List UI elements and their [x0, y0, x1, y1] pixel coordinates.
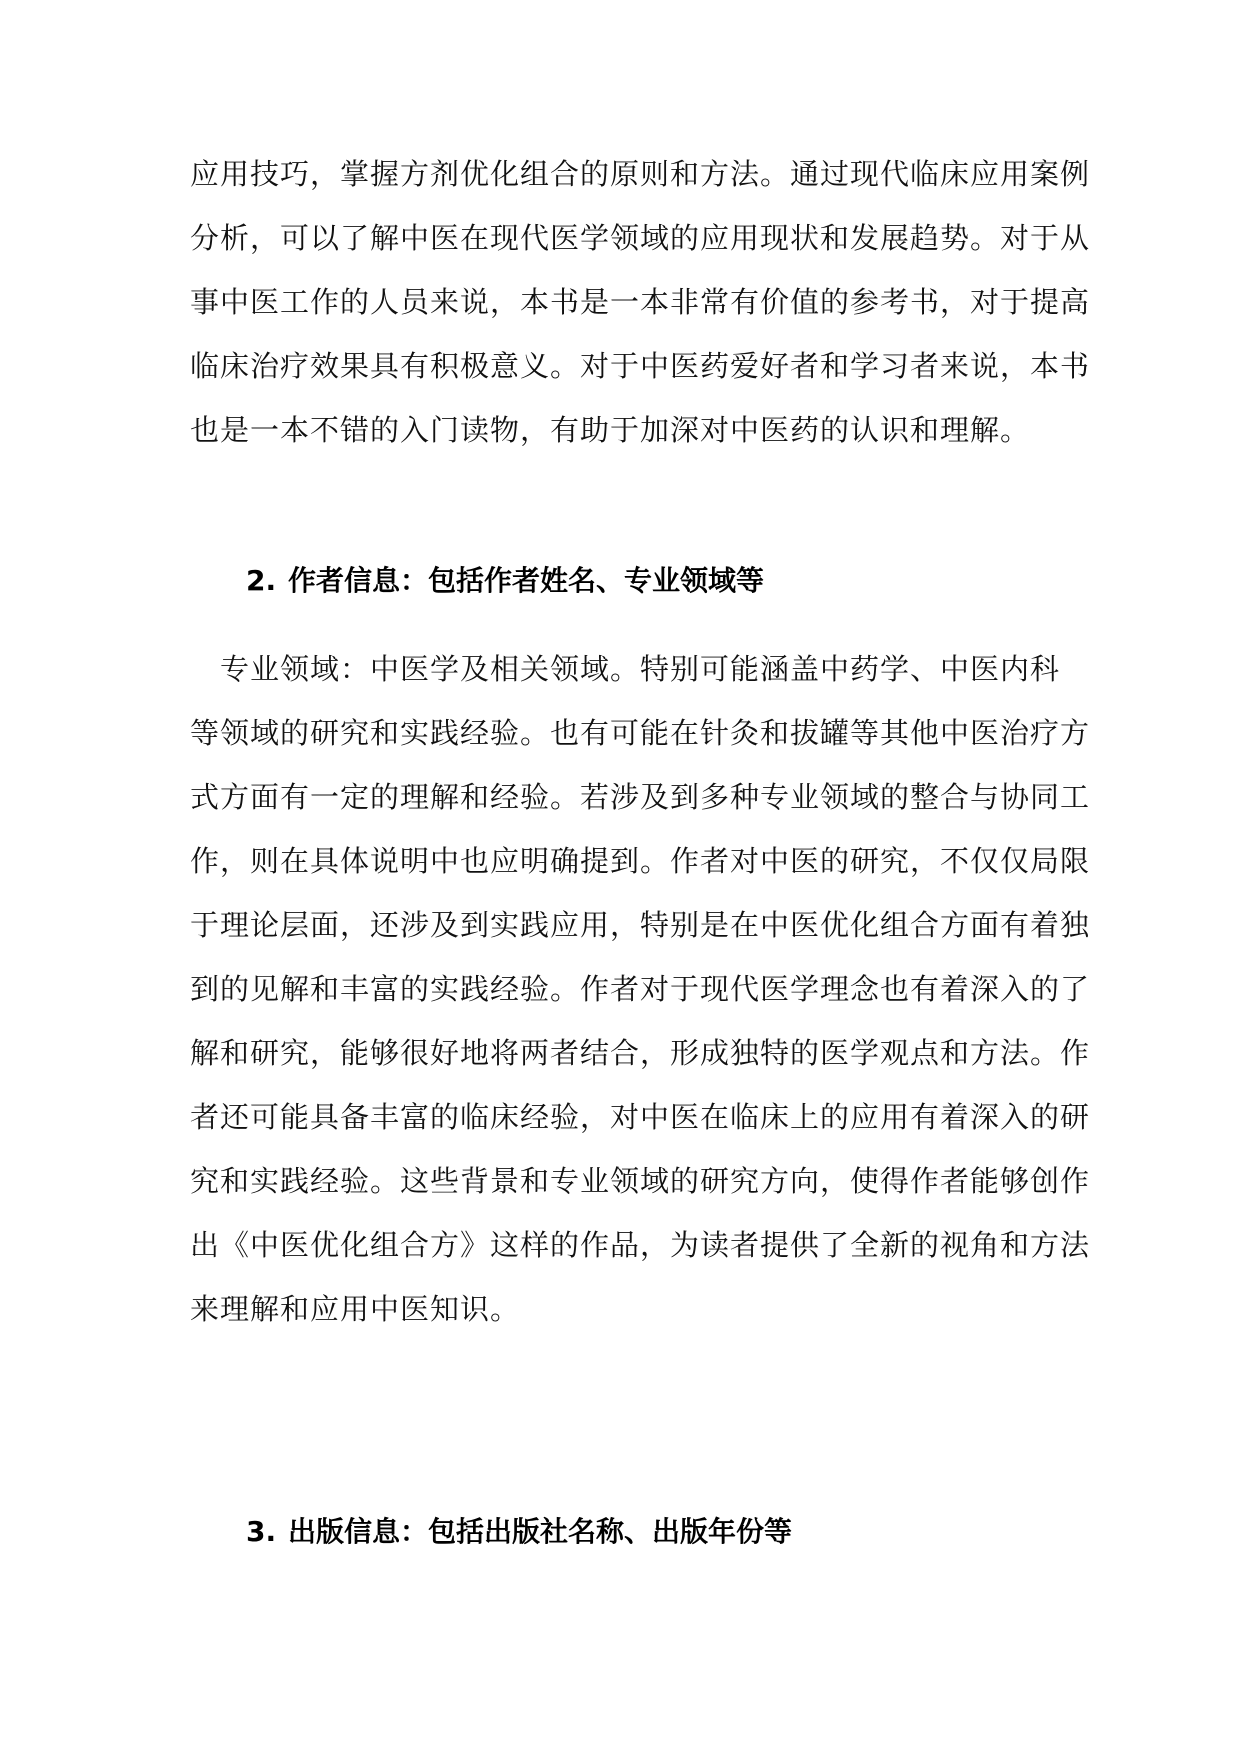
- paragraph-line: 出《中医优化组合方》这样的作品，为读者提供了全新的视角和方法: [190, 1228, 1091, 1262]
- paragraph-line: 分析，可以了解中医在现代医学领域的应用现状和发展趋势。对于从: [190, 221, 1091, 255]
- paragraph-line: 应用技巧，掌握方剂优化组合的原则和方法。通过现代临床应用案例: [190, 157, 1091, 191]
- body-paragraph-summary: [190, 142, 1091, 462]
- paragraph-line: 来理解和应用中医知识。: [190, 1292, 521, 1326]
- section-number: 3.: [246, 1515, 277, 1548]
- section-number: 2.: [246, 564, 277, 597]
- section-title: 作者信息：包括作者姓名、专业领域等: [288, 564, 765, 597]
- paragraph-line: 也是一本不错的入门读物，有助于加深对中医药的认识和理解。: [190, 413, 1031, 447]
- section-title: 出版信息：包括出版社名称、出版年份等: [288, 1515, 793, 1548]
- paragraph-line: 到的见解和丰富的实践经验。作者对于现代医学理念也有着深入的了: [190, 972, 1091, 1006]
- paragraph-line: 专业领域：中医学及相关领域。特别可能涵盖中药学、中医内科: [190, 652, 1061, 686]
- paragraph-line: 式方面有一定的理解和经验。若涉及到多种专业领域的整合与协同工: [190, 780, 1091, 814]
- paragraph-line: 事中医工作的人员来说，本书是一本非常有价值的参考书，对于提高: [190, 285, 1091, 319]
- paragraph-line: 临床治疗效果具有积极意义。对于中医药爱好者和学习者来说，本书: [190, 349, 1091, 383]
- paragraph-line: 于理论层面，还涉及到实践应用，特别是在中医优化组合方面有着独: [190, 908, 1091, 942]
- paragraph-line: 者还可能具备丰富的临床经验，对中医在临床上的应用有着深入的研: [190, 1100, 1091, 1134]
- paragraph-line: 等领域的研究和实践经验。也有可能在针灸和拔罐等其他中医治疗方: [190, 716, 1091, 750]
- body-paragraph-author-field: [190, 637, 1091, 1341]
- paragraph-line: 作，则在具体说明中也应明确提到。作者对中医的研究，不仅仅局限: [190, 844, 1091, 878]
- paragraph-line: 解和研究，能够很好地将两者结合，形成独特的医学观点和方法。作: [190, 1036, 1091, 1070]
- paragraph-line: 究和实践经验。这些背景和专业领域的研究方向，使得作者能够创作: [190, 1164, 1091, 1198]
- section-heading-author-info: [246, 561, 764, 601]
- section-heading-publication-info: [246, 1512, 792, 1552]
